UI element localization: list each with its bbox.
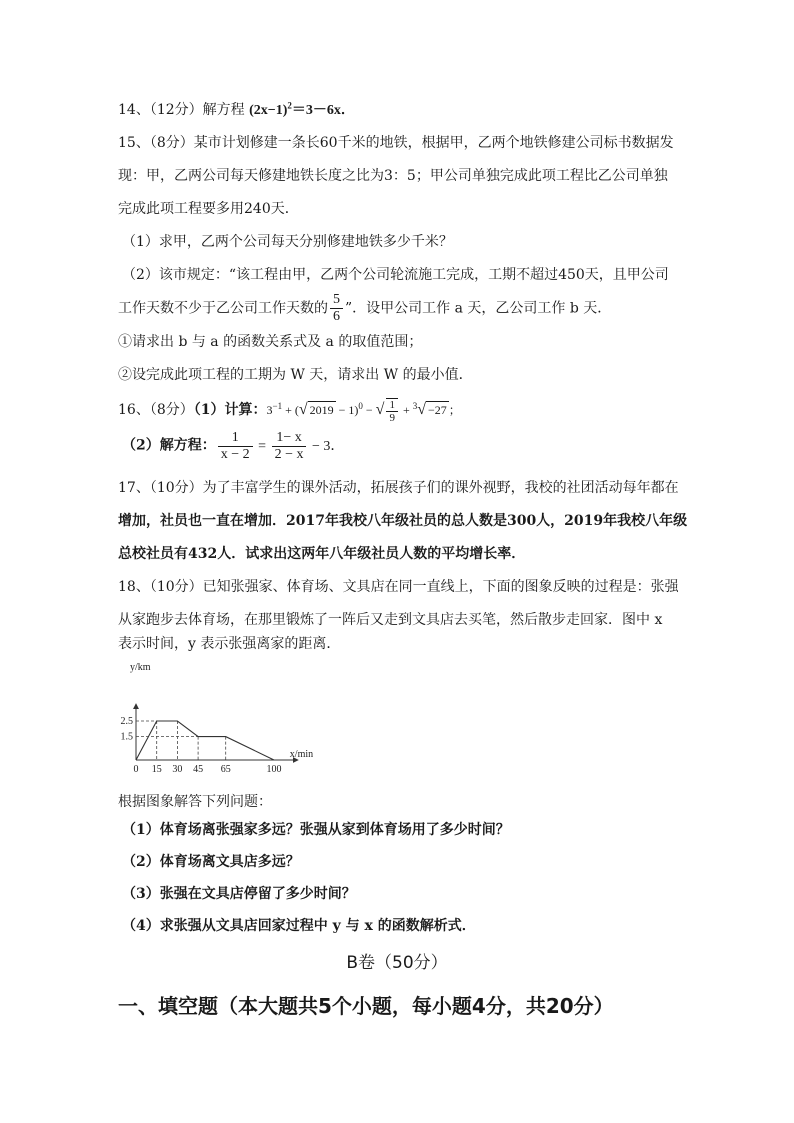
fraction-right [272,430,307,463]
question-text: 解方程 [202,102,250,118]
equation-lhs: (2x−1) [249,103,288,118]
question-17-line-3: 总校社员有432人．试求出这两年八年级社员人数的平均增长率． [118,546,526,562]
root-index: 3 [412,400,418,411]
equation-rhs: ＝3－6x． [291,103,355,118]
part-label: （1）计算： [193,401,267,418]
question-15-line-1 [118,133,674,153]
term: + ( [282,402,299,417]
x-tick-label: 30 [172,764,183,775]
term: − 1) [335,402,359,417]
radical-sign: √ [298,400,308,418]
fraction-left [218,430,253,463]
question-18-line-3: 表示时间，y 表示张强离家的距离． [118,636,341,652]
question-score: （8分） [149,135,194,151]
x-tick-label: 15 [151,764,162,775]
question-text: 某市计划修建一条长60千米的地铁，根据甲，乙两个地铁修建公司标书数据发 [193,135,674,151]
question-score: （8分） [149,401,194,418]
y-tick-label: 1.5 [120,731,133,743]
y-tick-label: 2.5 [120,716,133,727]
question-text: 已知张强家、体育场、文具店在同一直线上，下面的图象反映的过程是：张强 [202,579,679,595]
part-label: （2）解方程： [122,437,216,454]
numerator: 1 [386,399,398,412]
question-text: ”．设甲公司工作 a 天，乙公司工作 b 天． [345,300,612,317]
denominator: x − 2 [220,447,250,462]
exponent: 2 [287,100,292,111]
question-16-part-1 [118,398,461,424]
distance-time-chart [112,660,342,778]
question-18-line-2: 从家跑步去体育场，在那里锻炼了一阵后又走到文具店去买笔，然后散步走回家．图中 x [118,612,663,628]
question-15-sub-2: ②设完成此项工程的工期为 W 天，请求出 W 的最小值． [118,367,473,383]
expression [266,399,461,424]
operator: = [254,438,270,454]
question-18-part-4: （4）求张强从文具店回家过程中 y 与 x 的函数解析式． [122,918,476,934]
fraction [330,292,343,325]
x-tick-label: 0 [133,764,139,775]
question-15-part-2-cont [118,292,611,325]
question-text: 为了丰富学生的课外活动，拓展孩子们的课外视野，我校的社团活动每年都在 [202,480,679,496]
term: 3 [266,402,273,417]
question-number: 17、 [118,480,150,496]
x-tick-label: 65 [220,764,231,775]
question-14 [118,100,355,121]
numerator: 1− x [272,430,307,447]
exponent: −1 [272,400,283,411]
denominator: 9 [389,412,395,424]
question-15-part-1: （1）求甲，乙两个公司每天分别修建地铁多少千米？ [122,234,453,250]
x-tick-label: 45 [193,764,204,775]
question-number: 16、 [118,401,150,418]
section-title: B卷（50分） [346,953,448,973]
question-18-part-3: （3）张强在文具店停留了多少时间？ [122,886,356,902]
question-score: （10分） [149,579,203,595]
radicand: −27 [428,402,447,417]
question-number: 18、 [118,579,150,595]
operator: + [399,402,413,417]
denominator: 2 − x [274,447,304,462]
question-15-line-2: 现：甲，乙两公司每天修建地铁长度之比为3：5；甲公司单独完成此项工程比乙公司单独 [118,168,668,184]
question-18-line-1 [118,577,679,597]
operator: − [362,402,376,417]
punctuation: ； [448,402,461,417]
y-axis-label: y/km [130,662,151,673]
equation [249,100,355,118]
question-18-part-2: （2）体育场离文具店多远？ [122,854,300,870]
question-score: （12分） [149,102,203,118]
question-text: 工作天数不少于乙公司工作天数的 [118,300,328,317]
numerator: 1 [218,430,253,447]
term: − 3． [308,438,345,454]
section-subtitle: 一、填空题（本大题共5个小题，每小题4分，共20分） [118,994,614,1018]
question-15-sub-1: ①请求出 b 与 a 的函数关系式及 a 的取值范围； [118,334,423,350]
question-16-part-2 [122,430,344,463]
question-number: 15、 [118,135,150,151]
question-15-line-3: 完成此项工程要多用240天． [118,201,299,217]
radical-sign: √ [417,400,427,418]
equation [216,430,345,462]
radical-sign: √ [375,400,385,418]
question-score: （10分） [149,480,203,496]
question-17-line-1 [118,478,679,498]
x-tick-label: 100 [266,764,282,775]
numerator: 5 [330,292,343,309]
fraction [386,398,398,424]
question-number: 14、 [118,102,150,118]
x-axis-label: x/min [289,749,314,760]
radicand: 2019 [309,402,334,417]
exponent: 0 [358,400,363,411]
question-18-intro: 根据图象解答下列问题： [118,794,272,810]
question-15-part-2: （2）该市规定：“该工程由甲，乙两个公司轮流施工完成，工期不超过450天，且甲公司 [122,267,669,283]
question-18-part-1: （1）体育场离张强家多远？张强从家到体育场用了多少时间？ [122,822,510,838]
question-17-line-2: 增加，社员也一直在增加．2017年我校八年级社员的总人数是300人，2019年我校八年级 [118,513,688,529]
denominator: 6 [333,309,340,324]
